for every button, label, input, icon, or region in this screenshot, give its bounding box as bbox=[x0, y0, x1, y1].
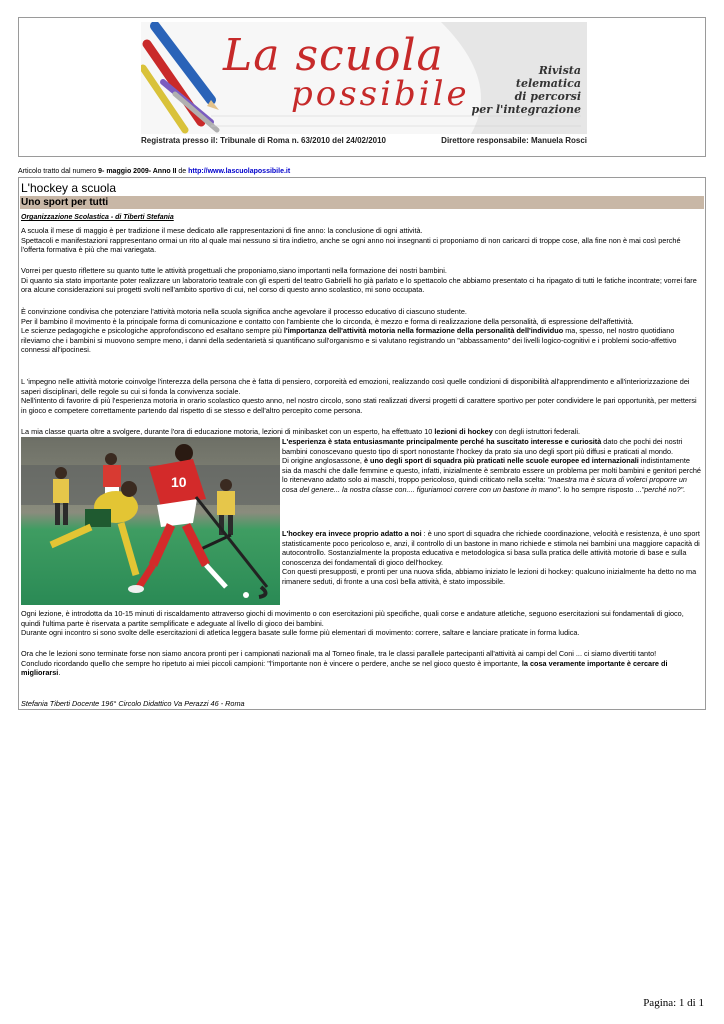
bold-text: lezioni di hockey bbox=[434, 427, 493, 436]
paragraph-4 bbox=[21, 377, 701, 415]
source-link[interactable]: http://www.lascuolapossibile.it bbox=[188, 168, 291, 175]
text: La mia classe quarta oltre a svolgere, durante l'ora di educazione motoria, lezioni di minibasket con un esperto, ha effettuato 10 bbox=[21, 427, 435, 436]
hockey-photo bbox=[21, 437, 280, 605]
text: Di quanto sia stato importante poter realizzare un laboratorio teatrale con gli esperti del teatro Gabrielli ho già parlato e lo spettacolo che abbiamo presentato ci ha ripagato di tutti le fatiche incontrate; vorrei fare ora alcune considerazioni sui progetti svolti nell'ambito sportivo di cui, nel corso di questo anno scolastico, mi sono occupata. bbox=[21, 275, 697, 295]
tagline-line: per l'integrazione bbox=[471, 103, 581, 116]
bold-text: L'esperienza è stata entusiasmante principalmente perché ha suscitato interesse e curiosità bbox=[282, 437, 602, 446]
article-signature: Stefania Tiberti Docente 196° Circolo Didattico Va Perazzi 46 - Roma bbox=[21, 699, 245, 708]
masthead-tagline bbox=[471, 64, 581, 116]
text: con degli istruttori federali. bbox=[492, 427, 580, 436]
masthead-subtitle: possibile bbox=[291, 74, 470, 114]
director-text: Direttore responsabile: Manuela Rosci bbox=[441, 136, 587, 145]
paragraph-6 bbox=[21, 609, 701, 638]
text: lo ho sempre risposto ... bbox=[561, 484, 642, 494]
header-box bbox=[18, 17, 706, 157]
text: Vorrei per questo riflettere su quanto tutte le attività progettuali che proponiamo,siano importanti nella formazione dei nostri bambini. bbox=[21, 266, 447, 275]
text: Ogni lezione, è introdotta da 10-15 minuti di riscaldamento attraverso giochi di movimento o con esercitazioni più specifiche, quali corse e andature atletiche, seguono esercitazioni sui fondamentali di gioco, quindi l'ultima parte è riservata a partite semplificate e adeguate al livello di gioco dei bambini. bbox=[21, 609, 684, 628]
bold-text: la cosa veramente importante è cercare di migliorarsi bbox=[21, 658, 668, 678]
text: Per il bambino il movimento è la principale forma di comunicazione e contatto con l'ambiente che lo circonda, è mezzo e forma di realizzazione della personalità, di espressione dell'affettività. bbox=[21, 316, 634, 326]
tagline-line: telematica bbox=[515, 77, 581, 90]
text: indistintamente sia da maschi che dalle femmine e questo, infatti, inizialmente è sembrato essere un problema per molti bambini e genitori perché lo ritenevano adatto solo ai maschi, troppo pericoloso, quindi criticato nella scelta: bbox=[282, 456, 701, 485]
text: : è uno sport di squadra che richiede coordinazione, velocità e resistenza, è uno sport statisticamente poco pericoloso e, anzi, il controllo di un bastone in mano richiede e stimola nei bambini una maggiore capacità di autocontrollo. Sostanzialmente la proposta educativa e metodologica si basa sulla pratica delle attività motorie di base e sulla conoscenza dei fondamentali di gioco dell'hockey. bbox=[282, 529, 700, 567]
source-prefix: Articolo tratto dal numero bbox=[18, 168, 99, 175]
article-subtitle: Uno sport per tutti bbox=[21, 197, 109, 208]
italic-text: "perché no?". bbox=[641, 484, 686, 494]
source-issue: 9- maggio 2009- Anno II bbox=[98, 168, 177, 175]
text: Di origine anglosassone, bbox=[282, 456, 364, 466]
text: Durante ogni incontro si sono svolte delle esercitazioni di atletica leggera basate sulle forme più elementari di movimento: correre, saltare e lanciare praticate in forma ludica. bbox=[21, 628, 580, 638]
article-title: L'hockey a scuola bbox=[21, 181, 117, 195]
bold-text: l'importanza dell'attività motoria nella formazione della personalità dell'individuo bbox=[283, 326, 564, 336]
text: A scuola il mese di maggio è per tradizione il mese dedicato alle rappresentazioni di fine anno: la conclusione di ogni attività. bbox=[21, 226, 423, 235]
masthead-title: La scuola bbox=[223, 30, 444, 81]
text: ma, spesso, nel nostro quotidiano rileviamo che i bambini si muovono sempre meno, i danni della sedentarietà si quantificano sull'organismo e si valutano registrando un "abbassamento" dei livelli logico-cognitivi e i problemi socio-affettivo connessi all'ipocinesi. bbox=[21, 326, 677, 355]
registration-text: Registrata presso il: Tribunale di Roma n. 63/2010 del 24/02/2010 bbox=[141, 136, 386, 145]
bold-text: è uno degli sport di squadra più praticati nelle scuole europee ed internazionali bbox=[363, 456, 639, 466]
paragraph-1 bbox=[21, 226, 701, 255]
paragraph-7 bbox=[21, 649, 701, 678]
jersey-number: 10 bbox=[171, 474, 187, 490]
text: L 'impegno nelle attività motorie coinvolge l'interezza della persona che è fatta di pensiero, corporeità ed emozioni, realizzando così quelle condizioni di disponibilità all'apprendimento e all'interiorizzazione dei saperi disciplinari, delle regole su cui si fonda la convivenza sociale. bbox=[21, 377, 690, 396]
paragraph-3 bbox=[21, 307, 701, 355]
text: Spettacoli e manifestazioni rappresentano ormai un rito al quale mai nessuno si tira indietro, anche se ogni anno noi insegnanti ci proponiamo di non caricarci di troppe cose, alla fine non è mai così perché l'offerta formativa è più che mai variegata. bbox=[21, 235, 681, 255]
registration-line bbox=[141, 136, 587, 145]
text: Concludo ricordando quello che sempre ho ripetuto ai miei piccoli campioni: "l'importante non è vincere o perdere, anche se nel gioco questo è importante, bbox=[21, 658, 522, 668]
hockey-photo-illustration bbox=[21, 437, 280, 605]
text: Le scienze pedagogiche e psicologiche approfondiscono ed esaltano sempre più bbox=[21, 326, 284, 336]
column-paragraph-1 bbox=[282, 437, 701, 495]
text: . bbox=[58, 668, 61, 678]
paragraph-2 bbox=[21, 266, 701, 295]
article-byline: Organizzazione Scolastica - di Tiberti Stefania bbox=[21, 214, 174, 221]
page-number: Pagina: 1 di 1 bbox=[643, 997, 704, 1009]
column-paragraph-2 bbox=[282, 529, 701, 587]
text: Nell'intento di favorire di più l'esperienza motoria in orario scolastico questo anno, nel nostro circolo, sono stati realizzati diversi progetti di carattere sportivo per poter condividere le pari opportunità, per mettersi in gioco e competere correttamente partendo dal rispetto di se stesso e dell'altro percepito come persona. bbox=[21, 396, 697, 415]
italic-text: "maestra ma è sicura di volerci proporre un cosa del genere... la nostra classe con.... figuriamoci correre con un bastone in mano". bbox=[282, 475, 687, 494]
tagline-line: Rivista bbox=[538, 64, 581, 77]
source-line bbox=[18, 168, 290, 175]
text: dato che pochi dei nostri bambini conoscevano questo tipo di sport nonostante l'hockey da prato sia uno degli sport più diffusi e praticati al mondo. bbox=[282, 437, 683, 456]
source-middle: de bbox=[176, 168, 189, 175]
text: È convinzione condivisa che potenziare l'attività motoria nella scuola significa anche agevolare il processo educativo di ciascuno studente. bbox=[21, 307, 467, 316]
article-subtitle-bar bbox=[20, 196, 704, 209]
text: Ora che le lezioni sono terminate forse non siamo ancora pronti per i campionati nazionali ma al Torneo finale, tra le classi parallele partecipanti all'attività ai campi del Coni ... ci siamo divertiti tanto! bbox=[21, 649, 657, 658]
paragraph-5 bbox=[21, 427, 701, 437]
text: Con questi presupposti, e pronti per una nuova sfida, abbiamo iniziato le lezioni di hockey: qualcuno inizialmente ha detto no ma rimanere seduti, di fronte a una così bella attività, è stato impossibile. bbox=[282, 567, 697, 586]
masthead-banner bbox=[141, 22, 587, 134]
tagline-line: di percorsi bbox=[514, 90, 581, 103]
bold-text: L'hockey era invece proprio adatto a noi bbox=[282, 529, 422, 538]
